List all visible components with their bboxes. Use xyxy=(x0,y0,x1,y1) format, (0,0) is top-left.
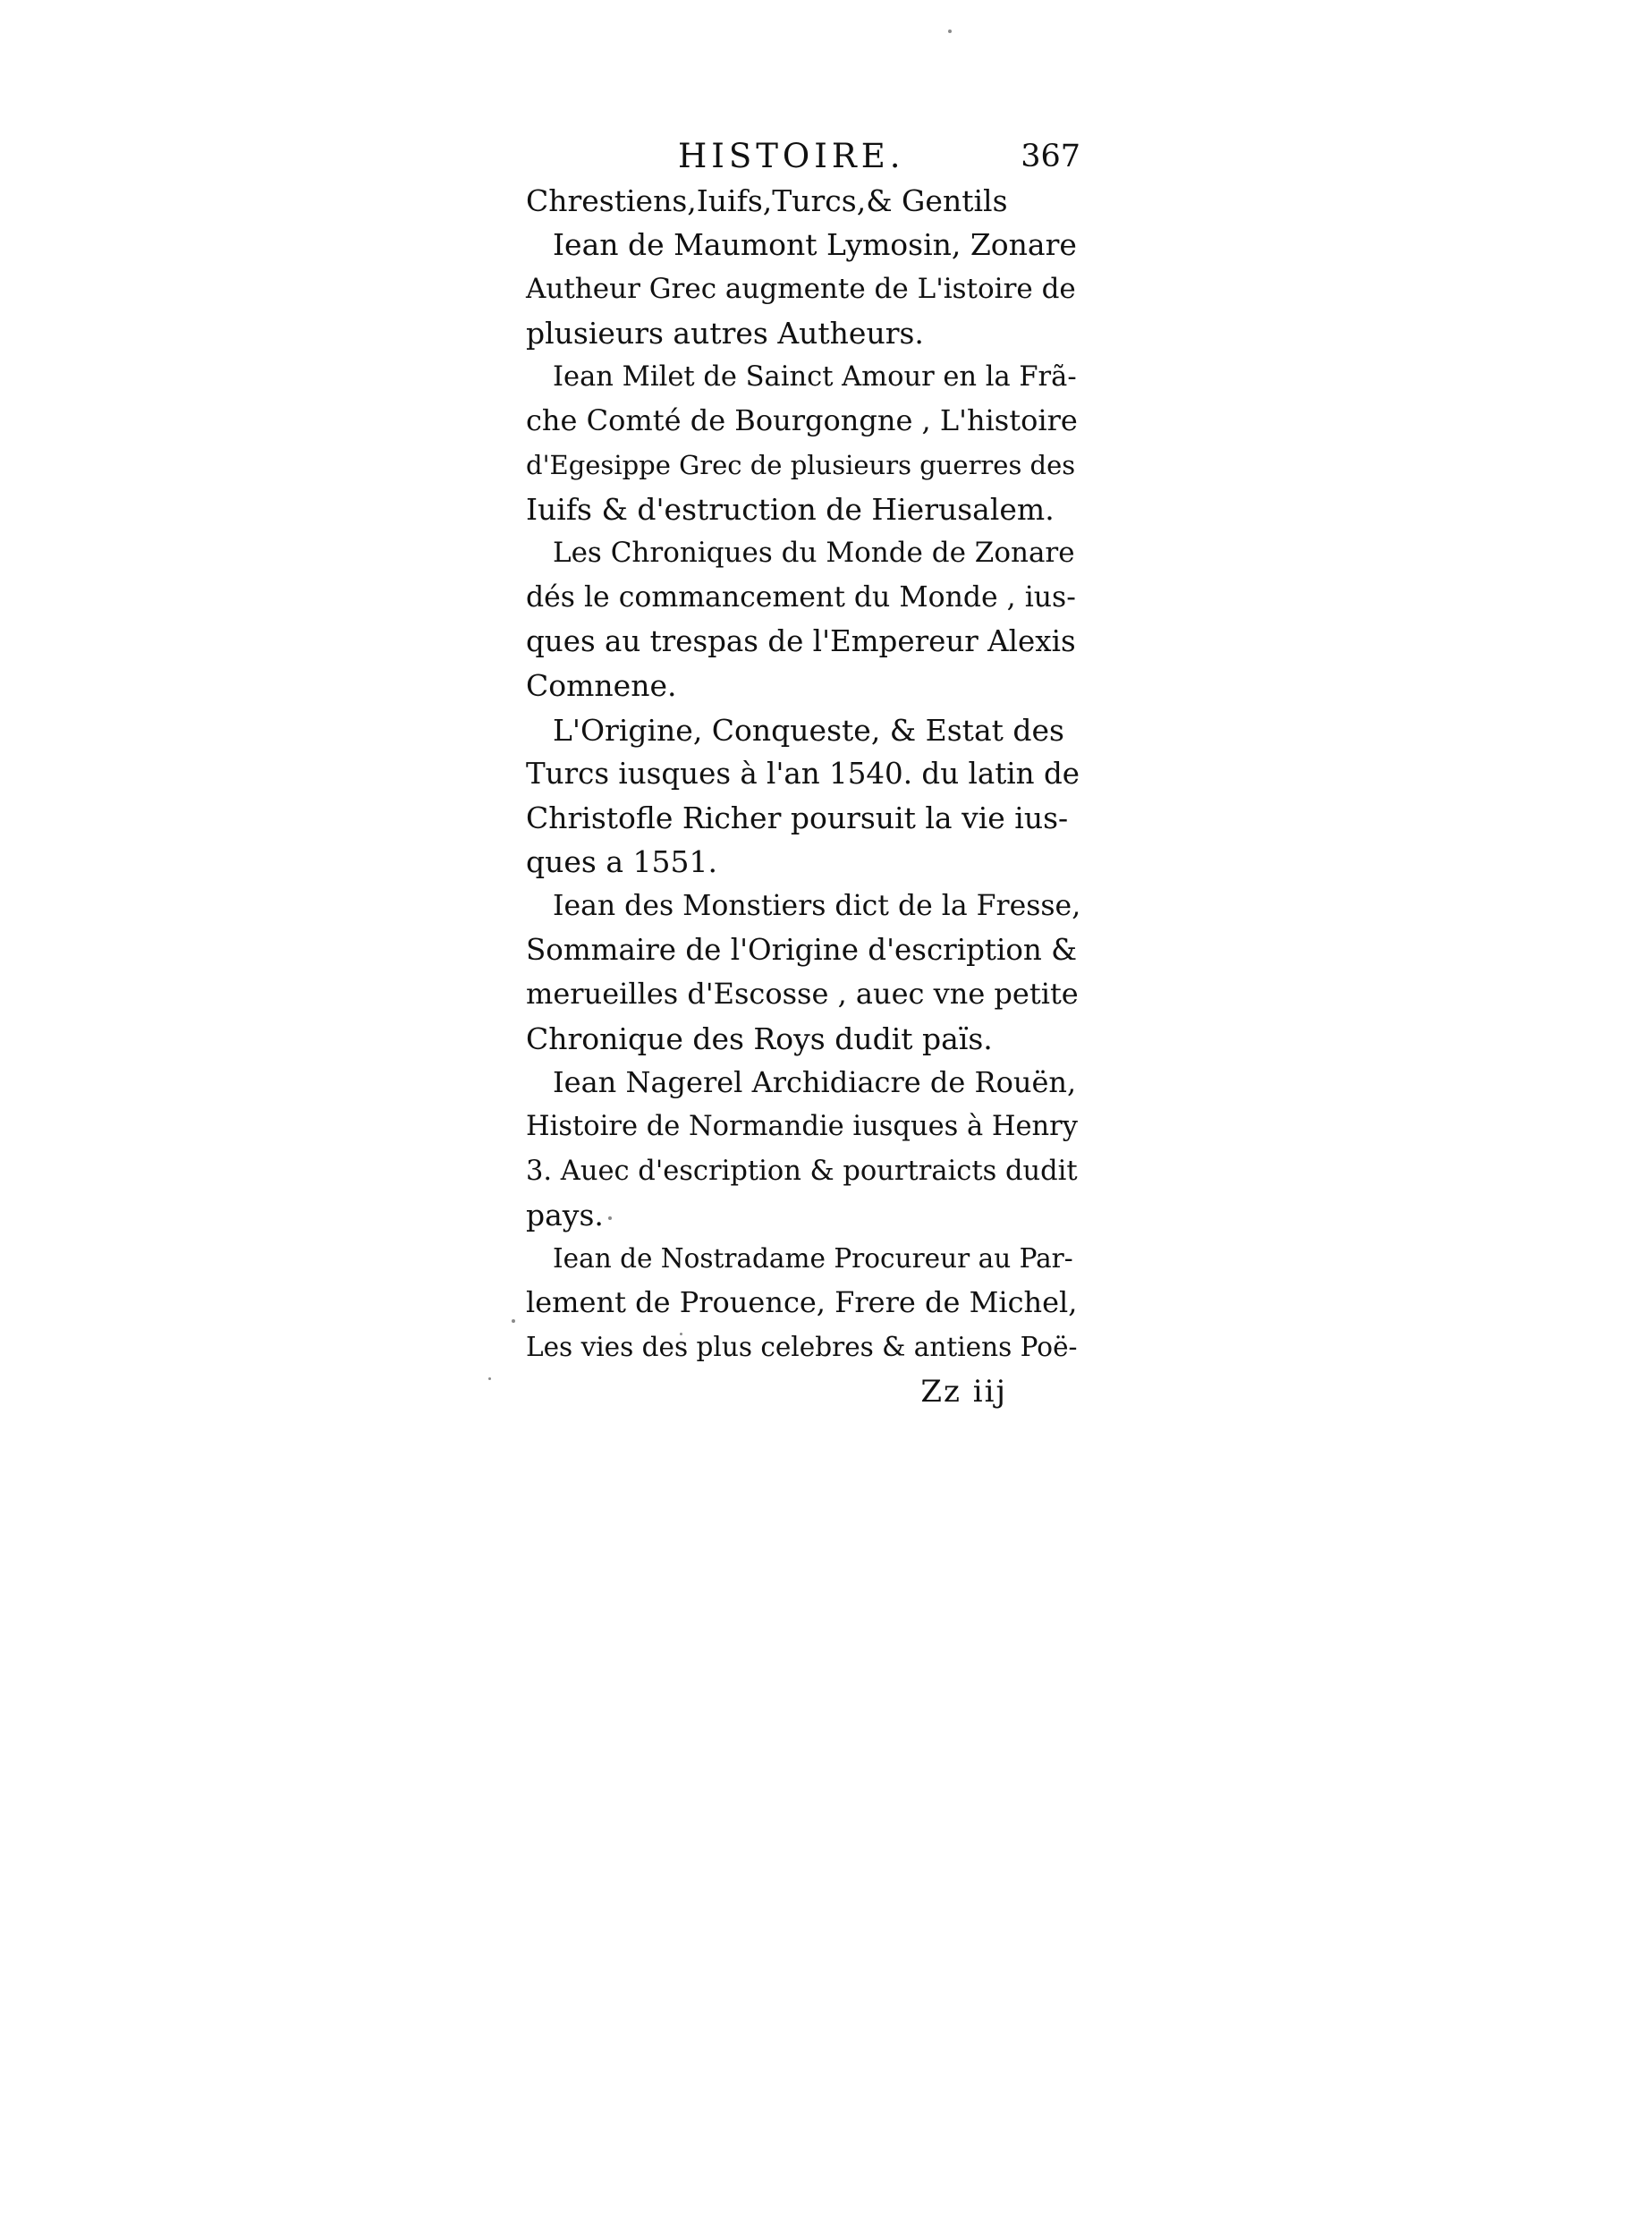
running-title: HISTOIRE. xyxy=(678,137,905,175)
text-line: Iuifs & d'estruction de Hierusalem. xyxy=(526,492,1055,528)
text-line: Turcs iusques à l'an 1540. du latin de xyxy=(526,756,1080,791)
text-line: Autheur Grec augmente de L'istoire de xyxy=(526,272,1076,305)
text-line: che Comté de Bourgongne , L'histoire xyxy=(526,403,1078,438)
text-line: Christofle Richer poursuit la vie ius- xyxy=(526,800,1069,836)
text-line: lement de Prouence, Frere de Michel, xyxy=(526,1285,1078,1320)
text-line: Iean de Nostradame Procureur au Par- xyxy=(553,1243,1073,1275)
text-line: merueilles d'Escosse , auec vne petite xyxy=(526,977,1079,1012)
text-line: Les Chroniques du Monde de Zonare xyxy=(553,537,1075,570)
text-line: L'Origine, Conqueste, & Estat des xyxy=(553,712,1064,748)
text-line: Les vies des plus celebres & antiens Poë- xyxy=(526,1331,1078,1362)
text-line: Chrestiens,Iuifs,Turcs,& Gentils xyxy=(526,183,1008,218)
page-text-block xyxy=(526,134,1080,1414)
text-line: ques a 1551. xyxy=(526,844,717,880)
text-line: plusieurs autres Autheurs. xyxy=(526,315,924,351)
text-line: Iean Nagerel Archidiacre de Rouën, xyxy=(553,1064,1077,1099)
text-line: pays. xyxy=(526,1197,604,1232)
text-line: d'Egesippe Grec de plusieurs guerres des xyxy=(526,449,1076,480)
text-line: Histoire de Normandie iusques à Henry xyxy=(526,1111,1078,1143)
page-number: 367 xyxy=(1021,139,1080,174)
body-text xyxy=(526,179,1080,1369)
page-header xyxy=(526,134,1080,179)
text-line: dés le commancement du Monde , ius- xyxy=(526,580,1076,614)
text-line: 3. Auec d'escription & pourtraicts dudit xyxy=(526,1155,1078,1187)
signature-mark: Zz iij xyxy=(920,1374,1007,1410)
text-line: Sommaire de l'Origine d'escription & xyxy=(526,933,1078,968)
text-line: Iean de Maumont Lymosin, Zonare xyxy=(553,227,1077,263)
text-line: Chronique des Roys dudit païs. xyxy=(526,1021,993,1056)
text-line: Iean Milet de Sainct Amour en la Frã- xyxy=(553,361,1077,394)
ink-speck xyxy=(512,1319,515,1323)
ink-speck xyxy=(948,30,952,33)
text-line: Comnene. xyxy=(526,668,677,704)
text-line: Iean des Monstiers dict de la Fresse, xyxy=(553,889,1081,922)
ink-speck xyxy=(488,1377,491,1380)
text-line: ques au trespas de l'Empereur Alexis xyxy=(526,623,1076,658)
